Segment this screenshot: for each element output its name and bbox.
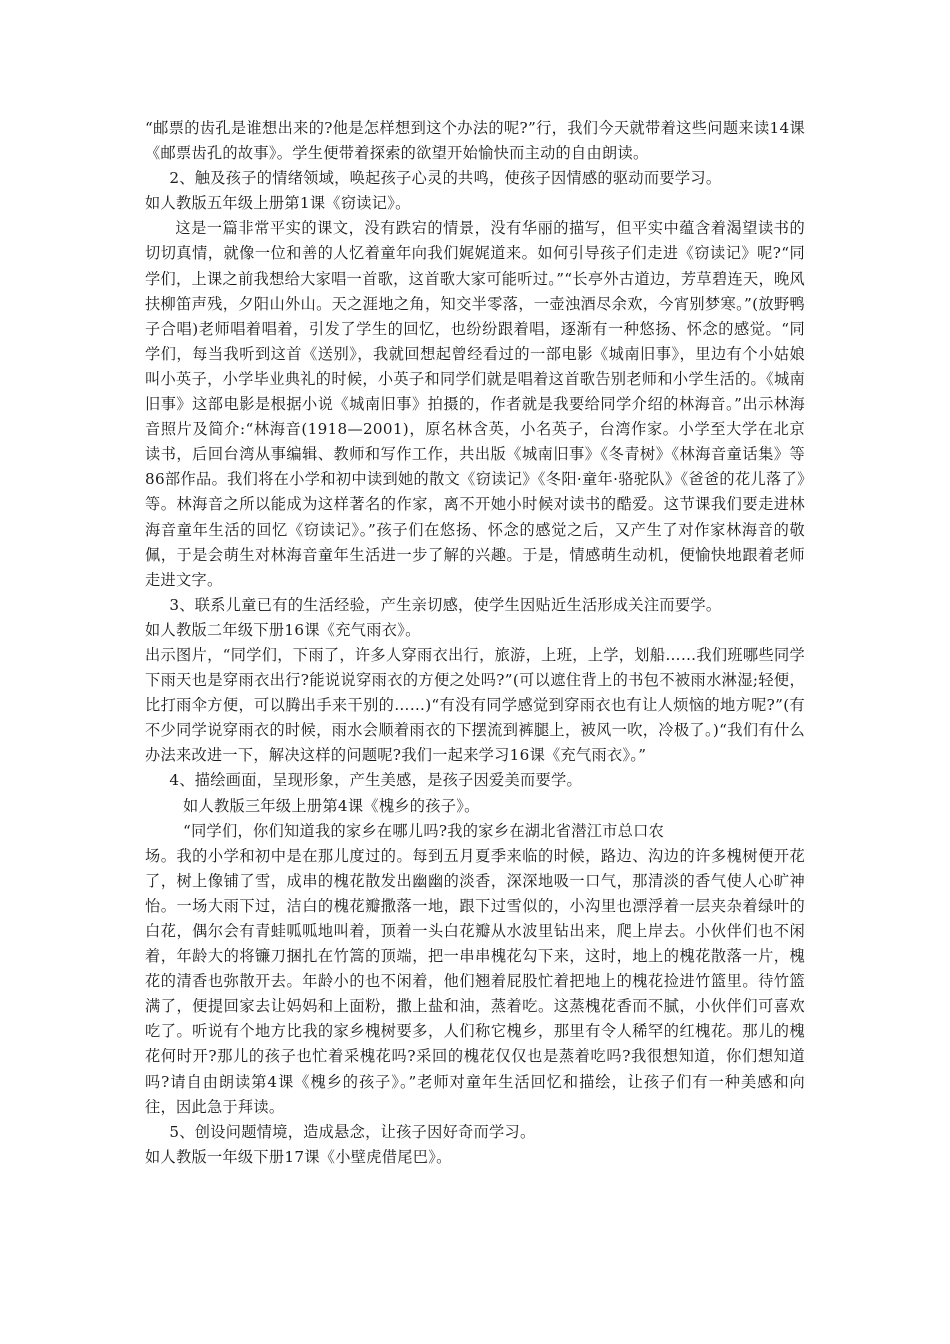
section-heading-5: 5、创设问题情境，造成悬念，让孩子因好奇而学习。 xyxy=(169,1122,536,1141)
section-heading-4: 4、描绘画面，呈现形象，产生美感，是孩子因爱美而要学。 xyxy=(169,771,582,790)
paragraph-raincoat: 出示图片，“同学们，下雨了，许多人穿雨衣出行，旅游，上班，上学，划船……我们班哪些同学下雨天也是穿雨衣出行?能说说穿雨衣的方便之处吗?”(可以遮住背上的书包不被雨水淋湿;轻便，比打雨伞方便，可以腾出手来干别的……)“有没有同学感觉到穿雨衣也有让人烦恼的地方呢?”(有不少同学说穿雨衣的时候，雨水会顺着雨衣的下摆流到裤腿上，被风一吹，冷极了。)“我们有什么办法来改进一下，解决这样的问题呢?我们一起来学习16课《充气雨衣》。” xyxy=(145,645,805,765)
example-intro-4: 如人教版一年级下册17课《小壁虎借尾巴》。 xyxy=(145,1147,452,1166)
paragraph-opening-continuation: “邮票的齿孔是谁想出来的?他是怎样想到这个办法的呢?”行，我们今天就带着这些问题来读14课《邮票齿孔的故事》。学生便带着探索的欲望开始愉快而主动的自由朗读。 xyxy=(145,119,805,163)
section-heading-2: 2、触及孩子的情绪领域，唤起孩子心灵的共鸣，使孩子因情感的驱动而要学习。 xyxy=(169,169,722,188)
paragraph-qiedu-ji: 这是一篇非常平实的课文，没有跌宕的情景，没有华丽的描写，但平实中蕴含着渴望读书的切切真情，就像一位和善的人忆着童年向我们娓娓道来。如何引导孩子们走进《窃读记》呢?“同学们，上课之前我想给大家唱一首歌，这首歌大家可能听过。”“长亭外古道边，芳草碧连天，晚风扶柳笛声残，夕阳山外山。天之涯地之角，知交半零落，一壶浊酒尽余欢，今宵别梦寒。”(放野鸭子合唱)老师唱着唱着，引发了学生的回忆，也纷纷跟着唱，逐渐有一种悠扬、怀念的感觉。“同学们，每当我听到这首《送别》，我就回想起曾经看过的一部电影《城南旧事》，里边有个小姑娘叫小英子，小学毕业典礼的时候，小英子和同学们就是唱着这首歌告别老师和小学生活的。《城南旧事》这部电影是根据小说《城南旧事》拍摄的，作者就是我要给同学介绍的林海音。”出示林海音照片及简介:“林海音(1918—2001)，原名林含英，小名英子，台湾作家。小学至大学在北京读书，后回台湾从事编辑、教师和写作工作，共出版《城南旧事》《冬青树》《林海音童话集》等86部作品。我们将在小学和初中读到她的散文《窃读记》《冬阳·童年·骆驼队》《爸爸的花儿落了》等。林海音之所以能成为这样著名的作家，离不开她小时候对读书的酷爱。这节课我们要走进林海音童年生活的回忆《窃读记》。”孩子们在悠扬、怀念的感觉之后，又产生了对作家林海音的敬佩，于是会萌生对林海音童年生活进一步了解的兴趣。于是，情感萌生动机，便愉快地跟着老师走进文字。 xyxy=(145,219,805,589)
paragraph-huaixiang-first-line: “同学们，你们知道我的家乡在哪儿吗?我的家乡在湖北省潜江市总口农 xyxy=(183,821,665,840)
example-intro-1: 如人教版五年级上册第1课《窃读记》。 xyxy=(145,194,411,213)
example-intro-3: 如人教版三年级上册第4课《槐乡的孩子》。 xyxy=(183,796,480,815)
paragraph-huaixiang: 场。我的小学和初中是在那儿度过的。每到五月夏季来临的时候，路边、沟边的许多槐树便开花了，树上像铺了雪，成串的槐花散发出幽幽的淡香，深深地吸一口气，那清淡的香气使人心旷神怡。一场大雨下过，洁白的槐花瓣撒落一地，跟下过雪似的，小沟里也漂浮着一层夹杂着绿叶的白花，偶尔会有青蛙呱呱地叫着，顶着一头白花瓣从水波里钻出来，爬上岸去。小伙伴们也不闲着，年龄大的将镰刀捆扎在竹篙的顶端，把一串串槐花勾下来，这时，地上的槐花散落一片，槐花的清香也弥散开去。年龄小的也不闲着，他们翘着屁股忙着把地上的槐花捡进竹篮里。待竹篮满了，便提回家去让妈妈和上面粉，撒上盐和油，蒸着吃。这蒸槐花香而不腻，小伙伴们可喜欢吃了。听说有个地方比我的家乡槐树要多，人们称它槐乡，那里有令人稀罕的红槐花。那儿的槐花何时开?那儿的孩子也忙着采槐花吗?采回的槐花仅仅也是蒸着吃吗?我很想知道，你们想知道吗?请自由朗读第4课《槐乡的孩子》。”老师对童年生活回忆和描绘，让孩子们有一种美感和向往，因此急于拜读。 xyxy=(145,846,805,1116)
example-intro-2: 如人教版二年级下册16课《充气雨衣》。 xyxy=(145,620,421,639)
section-heading-3: 3、联系儿童已有的生活经验，产生亲切感，使学生因贴近生活形成关注而要学。 xyxy=(169,595,722,614)
document-page xyxy=(145,116,805,1170)
